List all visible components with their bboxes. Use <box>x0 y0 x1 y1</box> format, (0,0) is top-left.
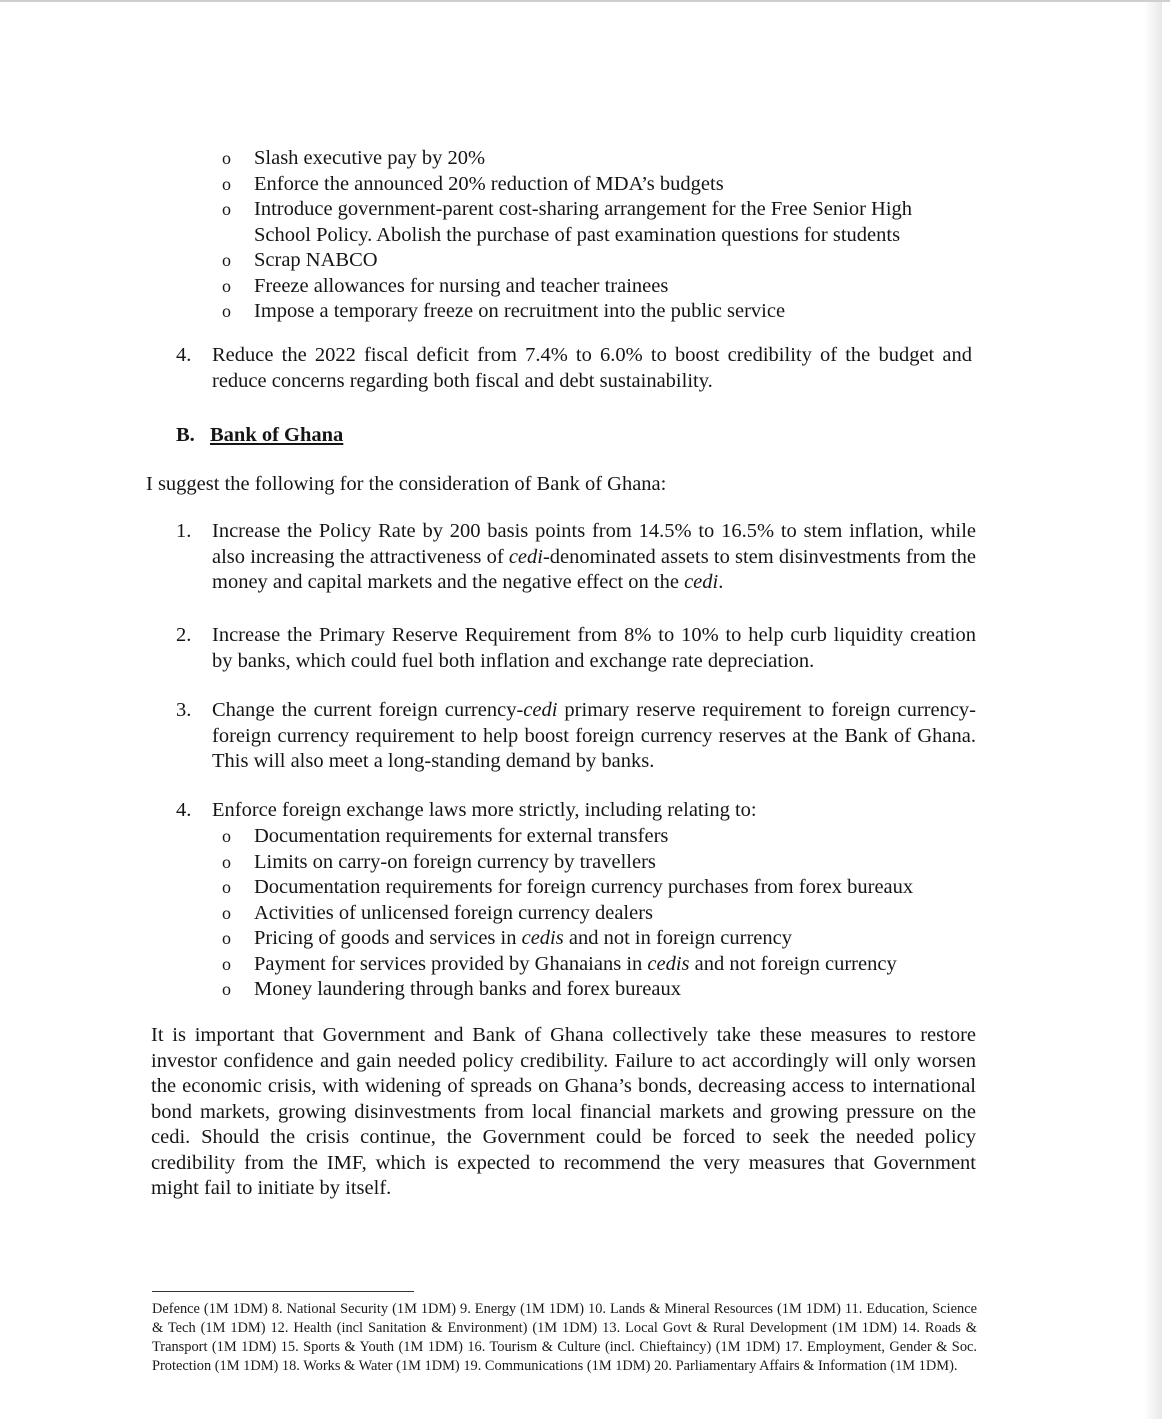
bullet-marker: o <box>222 902 231 923</box>
fiscal-deficit-item <box>176 343 972 394</box>
list-item: o Introduce government-parent cost-sharing arrangement for the Free Senior High School Policy. Abolish the purchase of past examination questions for students <box>222 198 913 246</box>
item-text: Enforce foreign exchange laws more strictly, including relating to: <box>212 799 757 821</box>
section-heading-bank-of-ghana <box>176 423 343 449</box>
list-item: o Documentation requirements for foreign currency purchases from forex bureaux <box>222 875 982 901</box>
bullet-marker: o <box>222 826 231 846</box>
list-item: o Money laundering through banks and forex bureaux <box>222 977 982 1003</box>
item-number: 4. <box>176 344 192 366</box>
list-item: o Slash executive pay by 20% <box>222 146 982 172</box>
list-item: o Pricing of goods and services in cedis and not in foreign currency <box>222 926 982 952</box>
bullet-marker: o <box>222 250 231 270</box>
bullet-marker: o <box>222 199 231 219</box>
bullet-marker: o <box>222 928 231 948</box>
footnote-text: Defence (1M 1DM) 8. National Security (1M 1DM) 9. Energy (1M 1DM) 10. Lands & Mineral Resources (1M 1DM) 11. Education, Science & Tech (1M 1DM) 12. Health (incl Sanitation & Environment) (1M 1DM) 13. Local Govt & Rural Development (1M 1DM) 14. Roads & Transport (1M 1DM) 15. Sports & Youth (1M 1DM) 16. Tourism & Culture (incl. Chieftaincy) (1M 1DM) 17. Employment, Gender & Soc. Protection (1M 1DM) 18. Works & Water (1M 1DM) 19. Communications (1M 1DM) 20. Parliamentary Affairs & Information (1M 1DM). <box>152 1301 977 1374</box>
item-text: Increase the Primary Reserve Requirement from 8% to 10% to help curb liquidity creation by banks, which could fuel both inflation and exchange rate depreciation. <box>212 624 976 672</box>
list-item: o Freeze allowances for nursing and teacher trainees <box>222 274 982 300</box>
footnote-separator <box>152 1291 414 1292</box>
section-title: Bank of Ghana <box>210 424 344 446</box>
conclusion-paragraph: It is important that Government and Bank of Ghana collectively take these measures to restore investor confidence and gain needed policy credibility. Failure to act accordingly will only worsen the economic crisis, with widening of spreads on Ghana’s bonds, decreasing access to international bond markets, growing disinvestments from local financial markets and growing pressure on the cedi. Should the crisis continue, the Government could be forced to seek the needed policy credibility from the IMF, which is expected to recommend the very measures that Government might fail to initiate by itself. <box>151 1024 976 1199</box>
item-number: 3. <box>176 699 192 721</box>
list-item: o Limits on carry-on foreign currency by travellers <box>222 850 982 876</box>
item-text: Change the current foreign currency-cedi primary reserve requirement to foreign currency-foreign currency requirement to help boost foreign currency reserves at the Bank of Ghana. This will also meet a long-standing demand by banks. <box>212 699 977 772</box>
bullet-marker: o <box>222 275 231 296</box>
bullet-marker: o <box>222 979 231 999</box>
bullet-marker: o <box>222 173 231 194</box>
fx-reserve-item <box>176 698 976 775</box>
fx-laws-list <box>222 824 982 1003</box>
list-item: o Documentation requirements for external transfers <box>222 824 982 850</box>
bullet-marker: o <box>222 877 231 897</box>
intro-paragraph: I suggest the following for the consideration of Bank of Ghana: <box>146 473 667 495</box>
list-item: o Scrap NABCO <box>222 248 982 274</box>
item-number: 1. <box>176 520 192 542</box>
section-letter: B. <box>176 424 195 446</box>
list-item: o Impose a temporary freeze on recruitment into the public service <box>222 299 982 325</box>
fx-laws-item <box>176 798 976 824</box>
list-item: o Activities of unlicensed foreign currency dealers <box>222 901 982 927</box>
item-text: Increase the Policy Rate by 200 basis points from 14.5% to 16.5% to stem inflation, while also increasing the attractiveness of cedi-denominated assets to stem disinvestments from the money and capital markets and the negative effect on the cedi. <box>212 520 976 593</box>
bullet-marker: o <box>222 148 231 168</box>
item-number: 2. <box>176 624 192 646</box>
policy-rate-item <box>176 519 976 596</box>
item-text: Reduce the 2022 fiscal deficit from 7.4% to 6.0% to boost credibility of the budget and reduce concerns regarding both fiscal and debt sustainability. <box>212 344 972 392</box>
bullet-marker: o <box>222 301 231 321</box>
item-number: 4. <box>176 799 192 821</box>
austerity-measures-list <box>222 146 982 325</box>
bullet-marker: o <box>222 851 231 872</box>
list-item: o Payment for services provided by Ghanaians in cedis and not foreign currency <box>222 952 982 978</box>
list-item: o Enforce the announced 20% reduction of MDA’s budgets <box>222 172 982 198</box>
reserve-requirement-item <box>176 623 976 674</box>
bullet-marker: o <box>222 953 231 974</box>
